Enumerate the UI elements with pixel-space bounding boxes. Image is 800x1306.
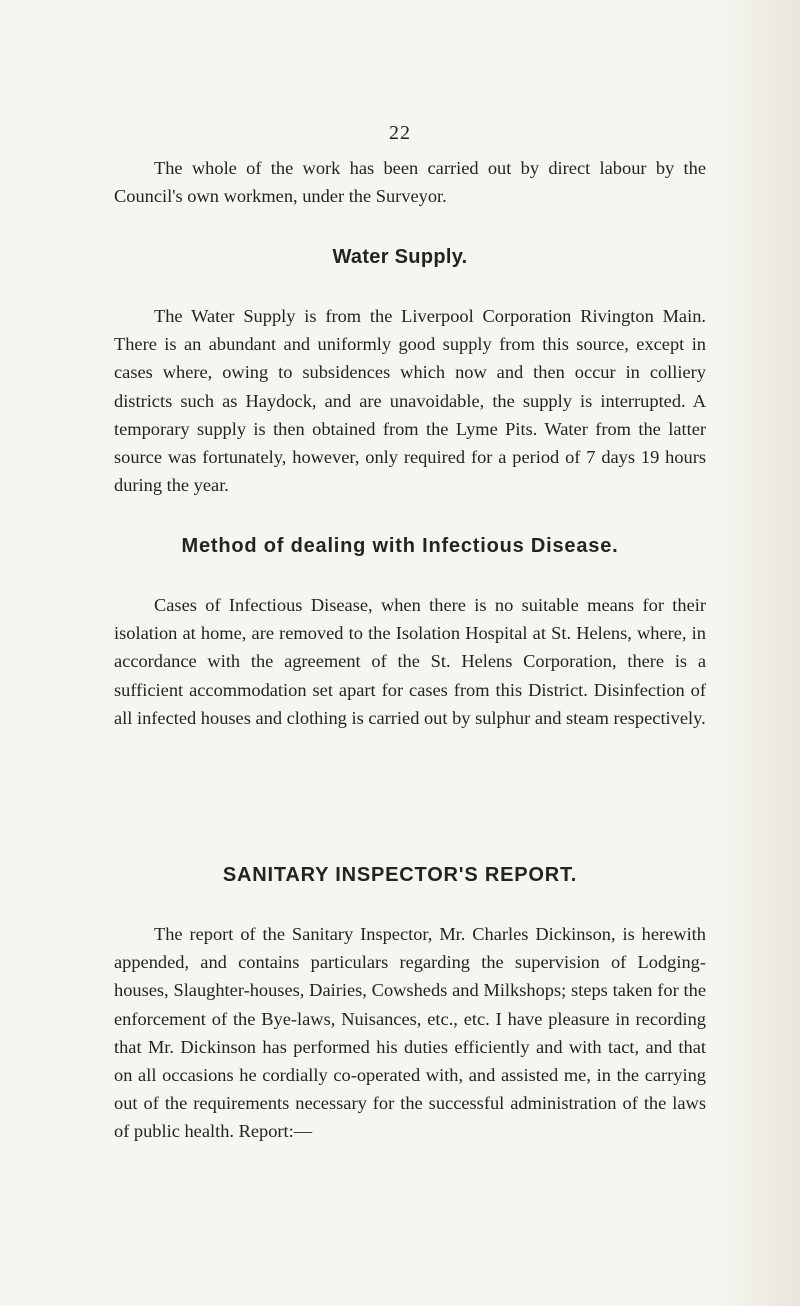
page-number: 22 <box>389 122 411 144</box>
intro-paragraph-text: The whole of the work has been carried out by direct labour by the Council's own workmen, under the Surveyor. <box>114 158 706 207</box>
section-body-text: Cases of Infectious Disease, when there is no suitable means for their isolation at home, are removed to the Isolation Hospital at St. Helens, where, in accordance with the agreement of the St. Helens Corporation, there is a sufficient accommodation set apart for cases from this District. Disinfection of all infected houses and clothing is carried out by sulphur and steam respectively. <box>114 595 706 728</box>
intro-paragraph <box>114 154 706 210</box>
section-body-infectious-disease <box>114 591 706 732</box>
section-heading-infectious-disease: Method of dealing with Infectious Disease. <box>181 535 619 557</box>
section-body-water-supply <box>114 302 706 499</box>
section-heading-water-supply: Water Supply. <box>332 246 468 268</box>
section-body-sanitary-inspector-report <box>114 920 706 1146</box>
section-body-text: The report of the Sanitary Inspector, Mr. Charles Dickinson, is herewith appended, and contains particulars regarding the supervision of Lodging-houses, Slaughter-houses, Dairies, Cowsheds and Milkshops; steps taken for the enforcement of the Bye-laws, Nuisances, etc., etc. I have pleasure in recording that Mr. Dickinson has performed his duties efficiently and with tact, and that on all occasions he cordially co-operated with, and assisted me, in the carrying out of the requirements necessary for the successful administration of the laws of public health. Report:— <box>114 924 706 1142</box>
section-heading-sanitary-inspector-report: SANITARY INSPECTOR'S REPORT. <box>222 864 578 886</box>
section-body-text: The Water Supply is from the Liverpool Corporation Rivington Main. There is an abundant and uniformly good supply from this source, except in cases where, owing to subsidences which now and then occur in colliery districts such as Haydock, and are unavoidable, the supply is interrupted. A temporary supply is then obtained from the Lyme Pits. Water from the latter source was fortunately, however, only required for a period of 7 days 19 hours during the year. <box>114 306 706 496</box>
